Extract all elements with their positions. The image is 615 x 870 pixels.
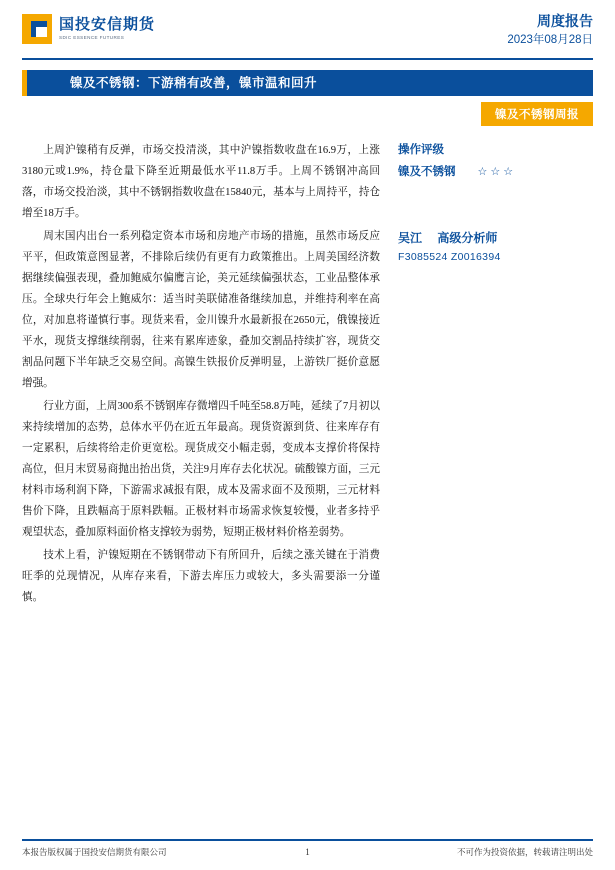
header-divider (22, 58, 593, 60)
body-paragraph: 上周沪镍稍有反弹，市场交投清淡，其中沪镍指数收盘在16.9万，上涨3180元或1.9%，持仓量下降至近期最低水平11.8万手。上周不锈钢冲高回落，市场交投治淡，其中不锈钢指数收盘在15840元，基本与上周持平，持仓增至18万手。 (22, 145, 380, 219)
report-tag-row (22, 102, 593, 126)
page-title: 镍及不锈钢：下游稍有改善，镍市温和回升 (70, 76, 318, 90)
star-rating-icon: ☆☆☆ (477, 165, 517, 178)
title-bar-accent (22, 70, 27, 96)
body-paragraph: 行业方面，上周300系不锈钢库存微增四千吨至58.8万吨，延续了7月初以来持续增加的态势，总体水平仍在近五年最高。现货资源到货、往来库存有一定累积，后续将给走价更宽松。现货成交小幅走弱，变成本支撑价将保持高位，但月末贸易商抛出抬出货，关注9月库存去化状况。硫酸镍方面，三元材料市场利润下降，下游需求减报有限，成本及需求面不及预期，三元材料售价下降，且跌幅高于原料跌幅。正极材料市场需求恢复较慢，业者多持乎观望状态，叠加原料面价格支撑较为弱势，短期正极材料价格差弱势。 (22, 401, 380, 538)
body-paragraph: 技术上看，沪镍短期在不锈钢带动下有所回升，后续之涨关键在于消费旺季的兑现情况，从库存来看，下游去库压力或较大，多头需要添一分谨慎。 (22, 550, 380, 603)
page-header (0, 0, 615, 62)
analyst-name: 吴江 (398, 231, 423, 245)
page-number: 1 (305, 847, 310, 857)
footer-copyright: 本报告版权属于国投安信期货有限公司 (22, 847, 167, 857)
analyst-block (398, 228, 593, 266)
footer-divider (22, 839, 593, 841)
report-date-label: 2023年08月28日 (507, 34, 593, 46)
footer-disclaimer: 不可作为投资依据，转载请注明出处 (456, 847, 593, 857)
logo-company-name-cn: 国投安信期货 (59, 16, 156, 33)
page-content (22, 140, 593, 610)
footer-row (22, 846, 593, 858)
header-report-meta (507, 12, 593, 48)
body-column (22, 140, 390, 610)
rating-subject-label: 镍及不锈钢 (398, 166, 456, 178)
company-logo (22, 14, 155, 44)
logo-text-block (59, 16, 155, 42)
body-paragraph: 周末国内出台一系列稳定资本市场和房地产市场的措施，虽然市场反应平平，但政策意图显著，不排除后续仍有更有力政策推出。上周美国经济数据继续偏强表现，叠加鲍威尔偏鹰言论，美元延续偏强状态，工业品整体承压。全球央行年会上鲍威尔：适当时美联储准备继续加息，并维持利率在高位，对加息将谨慎行事。现货来看，金川镍升水最新报在2650元，俄镍接近平水，现货支撑继续削弱，往来有累库迹象，叠加交割品持续扩容，现货交割品问题下半年缺乏交易空间。高镍生铁报价反弹明显，上游铁厂挺价意愿增强。 (22, 231, 380, 389)
logo-company-name-en: SDIC ESSENCE FUTURES (59, 35, 125, 40)
sidebar-column (390, 140, 593, 266)
rating-row (398, 162, 593, 182)
status-badge: 镍及不锈钢周报 (481, 102, 593, 126)
rating-heading: 操作评级 (398, 144, 444, 156)
page-footer (22, 839, 593, 858)
analyst-role: 高级分析师 (437, 231, 498, 245)
report-type-label: 周度报告 (537, 13, 593, 29)
report-title-bar (22, 70, 593, 96)
logo-mark-icon (22, 14, 52, 44)
analyst-name-row (398, 228, 593, 248)
analyst-certificate-number: F3085524 Z0016394 (398, 251, 501, 263)
